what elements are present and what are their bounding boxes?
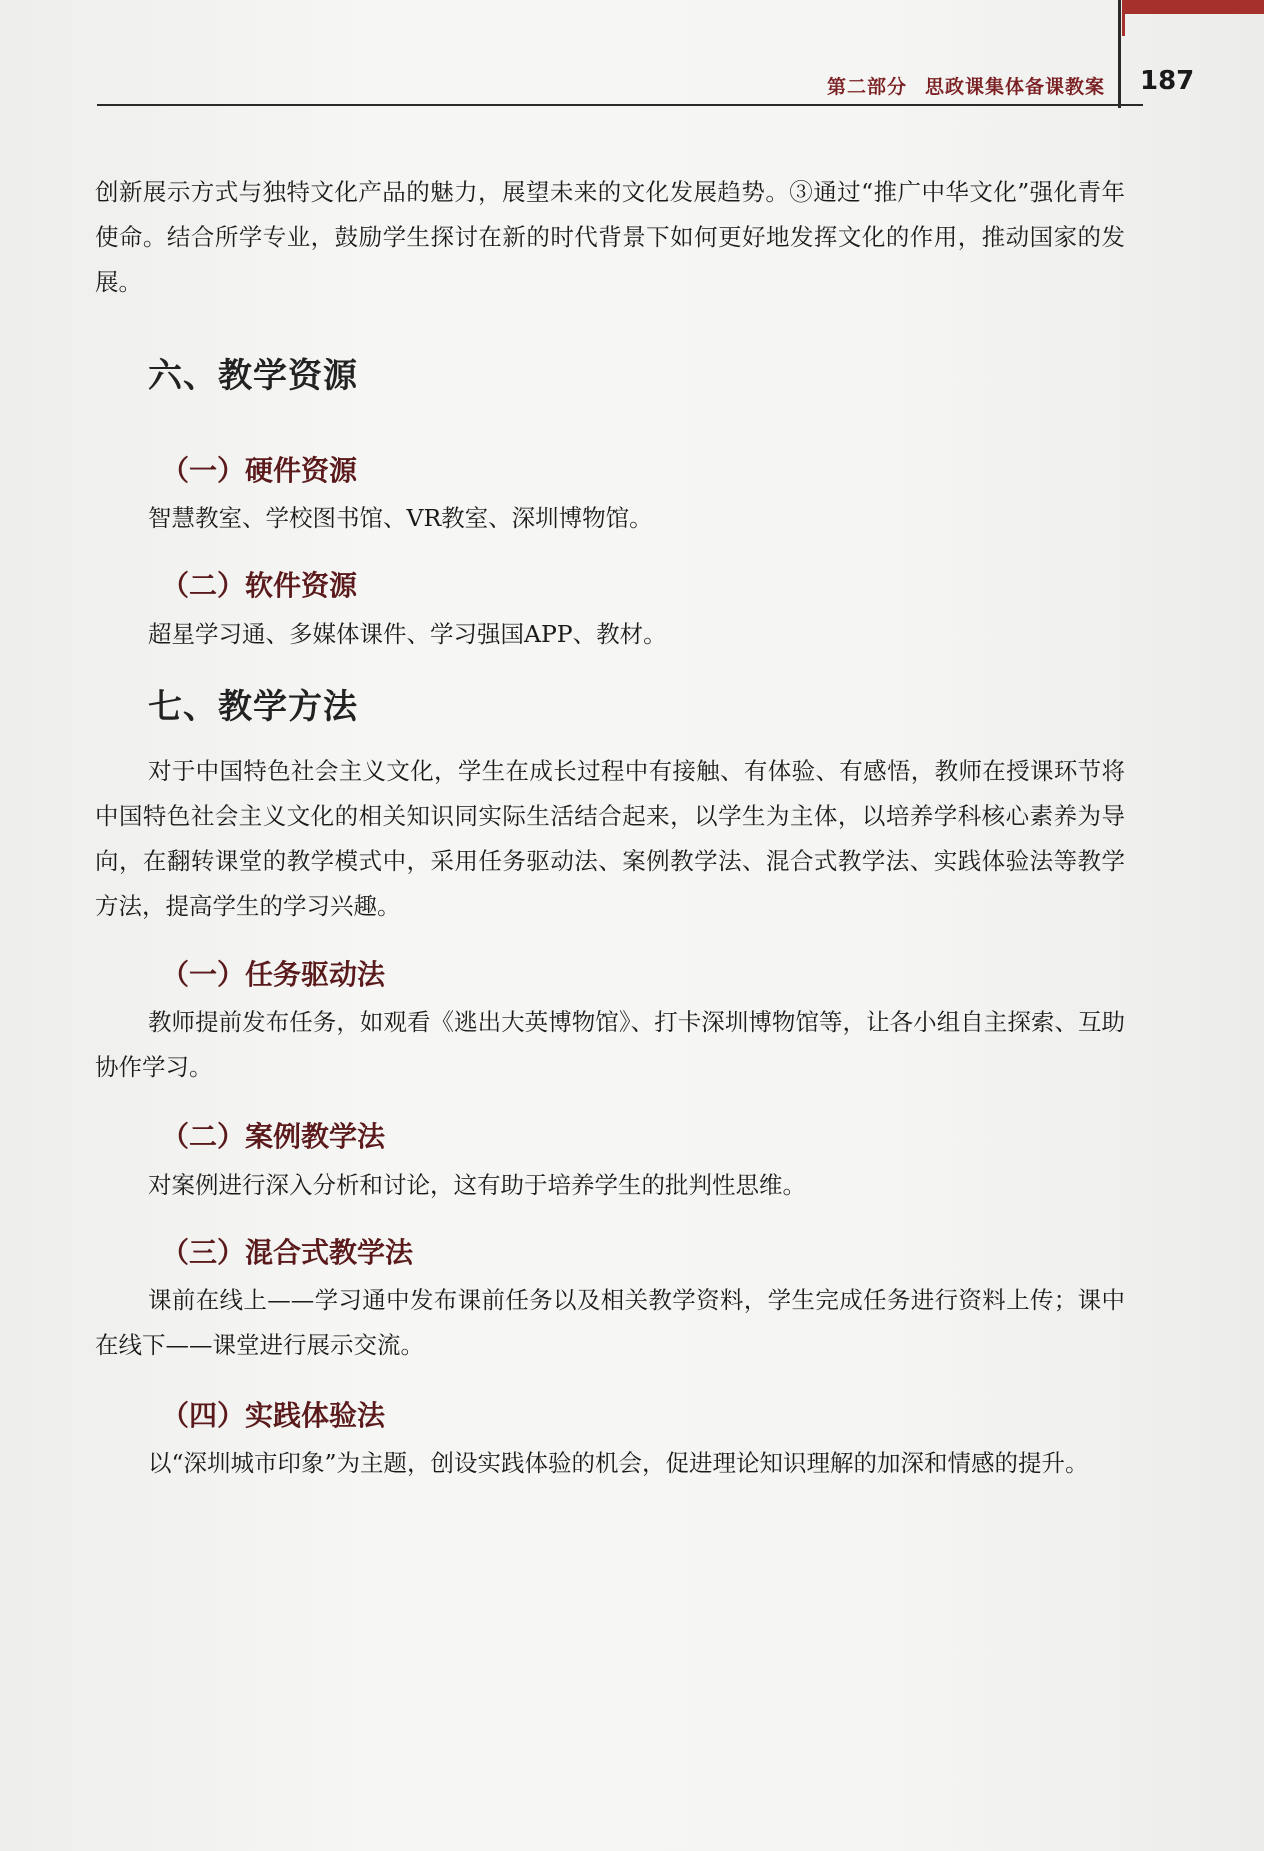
software-text: 超星学习通、多媒体课件、学习强国APP、教材。 (148, 620, 667, 648)
blended-teaching-text: 课前在线上——学习通中发布课前任务以及相关教学资料，学生完成任务进行资料上传；课中在线下——课堂进行展示交流。 (95, 1286, 1125, 1359)
hardware-title: （一）硬件资源 (161, 454, 358, 487)
case-teaching-text: 对案例进行深入分析和讨论，这有助于培养学生的批判性思维。 (148, 1171, 806, 1199)
blended-teaching-title: （三）混合式教学法 (161, 1236, 414, 1269)
header-divider (1118, 0, 1121, 108)
practice-text: 以“深圳城市印象”为主题，创设实践体验的机会，促进理论知识理解的加深和情感的提升。 (148, 1449, 1089, 1477)
section-7-title: 七、教学方法 (148, 687, 358, 727)
running-head-part: 第二部分 (826, 76, 907, 98)
practice-title: （四）实践体验法 (161, 1399, 386, 1432)
running-head (700, 72, 1105, 99)
section-6-title: 六、教学资源 (148, 356, 358, 396)
header-rule (97, 104, 1143, 106)
page-content (95, 170, 1125, 1486)
methods-intro: 对于中国特色社会主义文化，学生在成长过程中有接触、有体验、有感悟，教师在授课环节将中国特色社会主义文化的相关知识同实际生活结合起来，以学生为主体，以培养学科核心素养为导向，在翻转课堂的教学模式中，采用任务驱动法、案例教学法、混合式教学法、实践体验法等教学方法，提高学生的学习兴趣。 (95, 757, 1125, 920)
hardware-text: 智慧教室、学校图书馆、VR教室、深圳博物馆。 (148, 504, 653, 532)
task-driven-text: 教师提前发布任务，如观看《逃出大英博物馆》、打卡深圳博物馆等，让各小组自主探索、互助协作学习。 (95, 1008, 1125, 1081)
case-teaching-title: （二）案例教学法 (161, 1120, 386, 1153)
page-number: 187 (1140, 66, 1195, 96)
header-accent-bar (1122, 0, 1264, 14)
running-head-chapter: 思政课集体备课教案 (924, 76, 1105, 98)
intro-paragraph: 创新展示方式与独特文化产品的魅力，展望未来的文化发展趋势。③通过“推广中华文化”强化青年使命。结合所学专业，鼓励学生探讨在新的时代背景下如何更好地发挥文化的作用，推动国家的发展。 (95, 178, 1125, 296)
header-accent-edge (1122, 0, 1125, 36)
software-title: （二）软件资源 (161, 569, 358, 602)
task-driven-title: （一）任务驱动法 (161, 958, 386, 991)
